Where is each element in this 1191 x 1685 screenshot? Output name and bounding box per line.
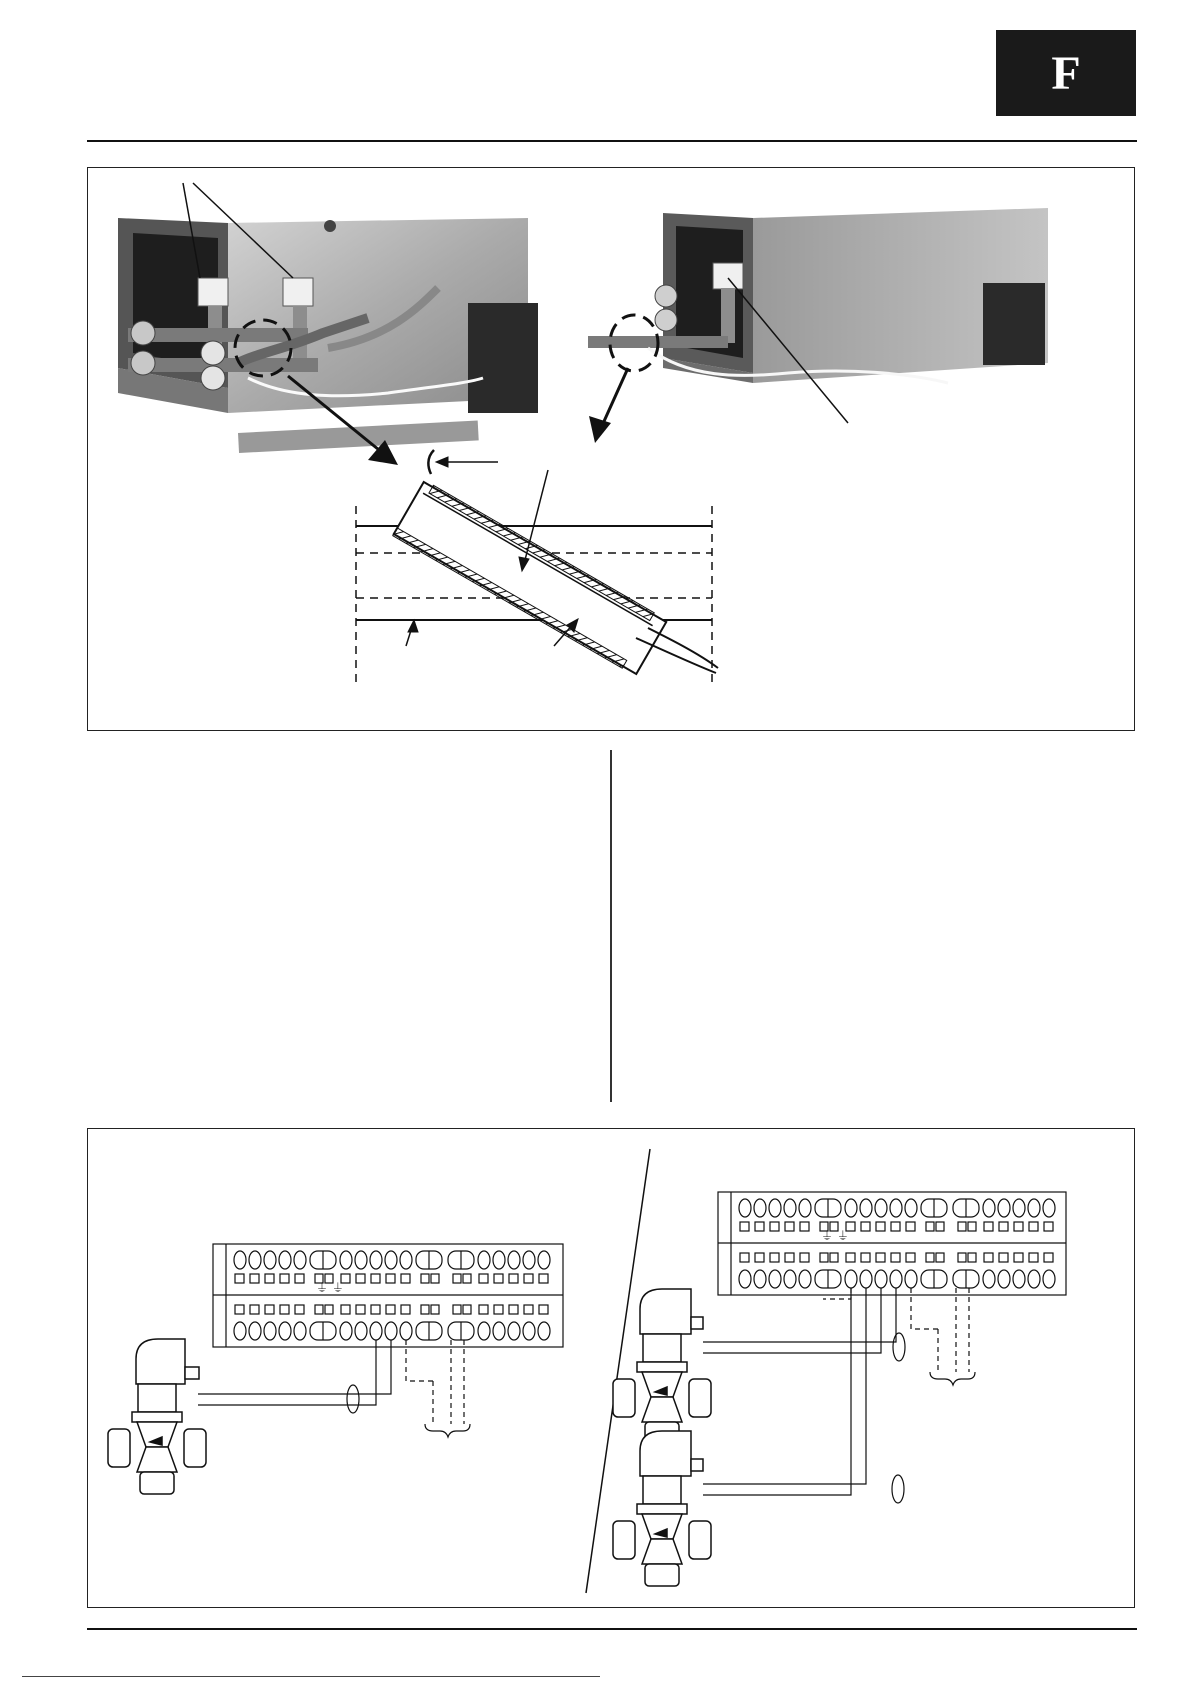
language-tab-label: F	[1051, 46, 1081, 100]
language-tab	[996, 30, 1136, 116]
sensor-cross-section	[356, 450, 718, 682]
right-valve-lower	[613, 1431, 711, 1586]
scan-edge-line	[22, 1676, 600, 1677]
footer-rule	[87, 1628, 1137, 1630]
installation-illustration	[88, 168, 1136, 732]
svg-text:⏚ ⏚: ⏚ ⏚	[821, 1229, 849, 1243]
right-valve-upper	[613, 1289, 711, 1444]
header-rule	[87, 140, 1137, 142]
svg-text:⏚ ⏚: ⏚ ⏚	[316, 1281, 344, 1295]
installation-figure	[87, 167, 1135, 731]
wiring-figure	[87, 1128, 1135, 1608]
left-unit-photo	[118, 183, 538, 453]
wiring-illustration	[88, 1129, 1136, 1609]
left-valve	[108, 1339, 206, 1494]
right-terminal-block	[703, 1192, 1066, 1503]
left-terminal-block	[198, 1244, 563, 1437]
right-unit-photo	[588, 208, 1048, 423]
column-divider	[610, 750, 612, 1102]
